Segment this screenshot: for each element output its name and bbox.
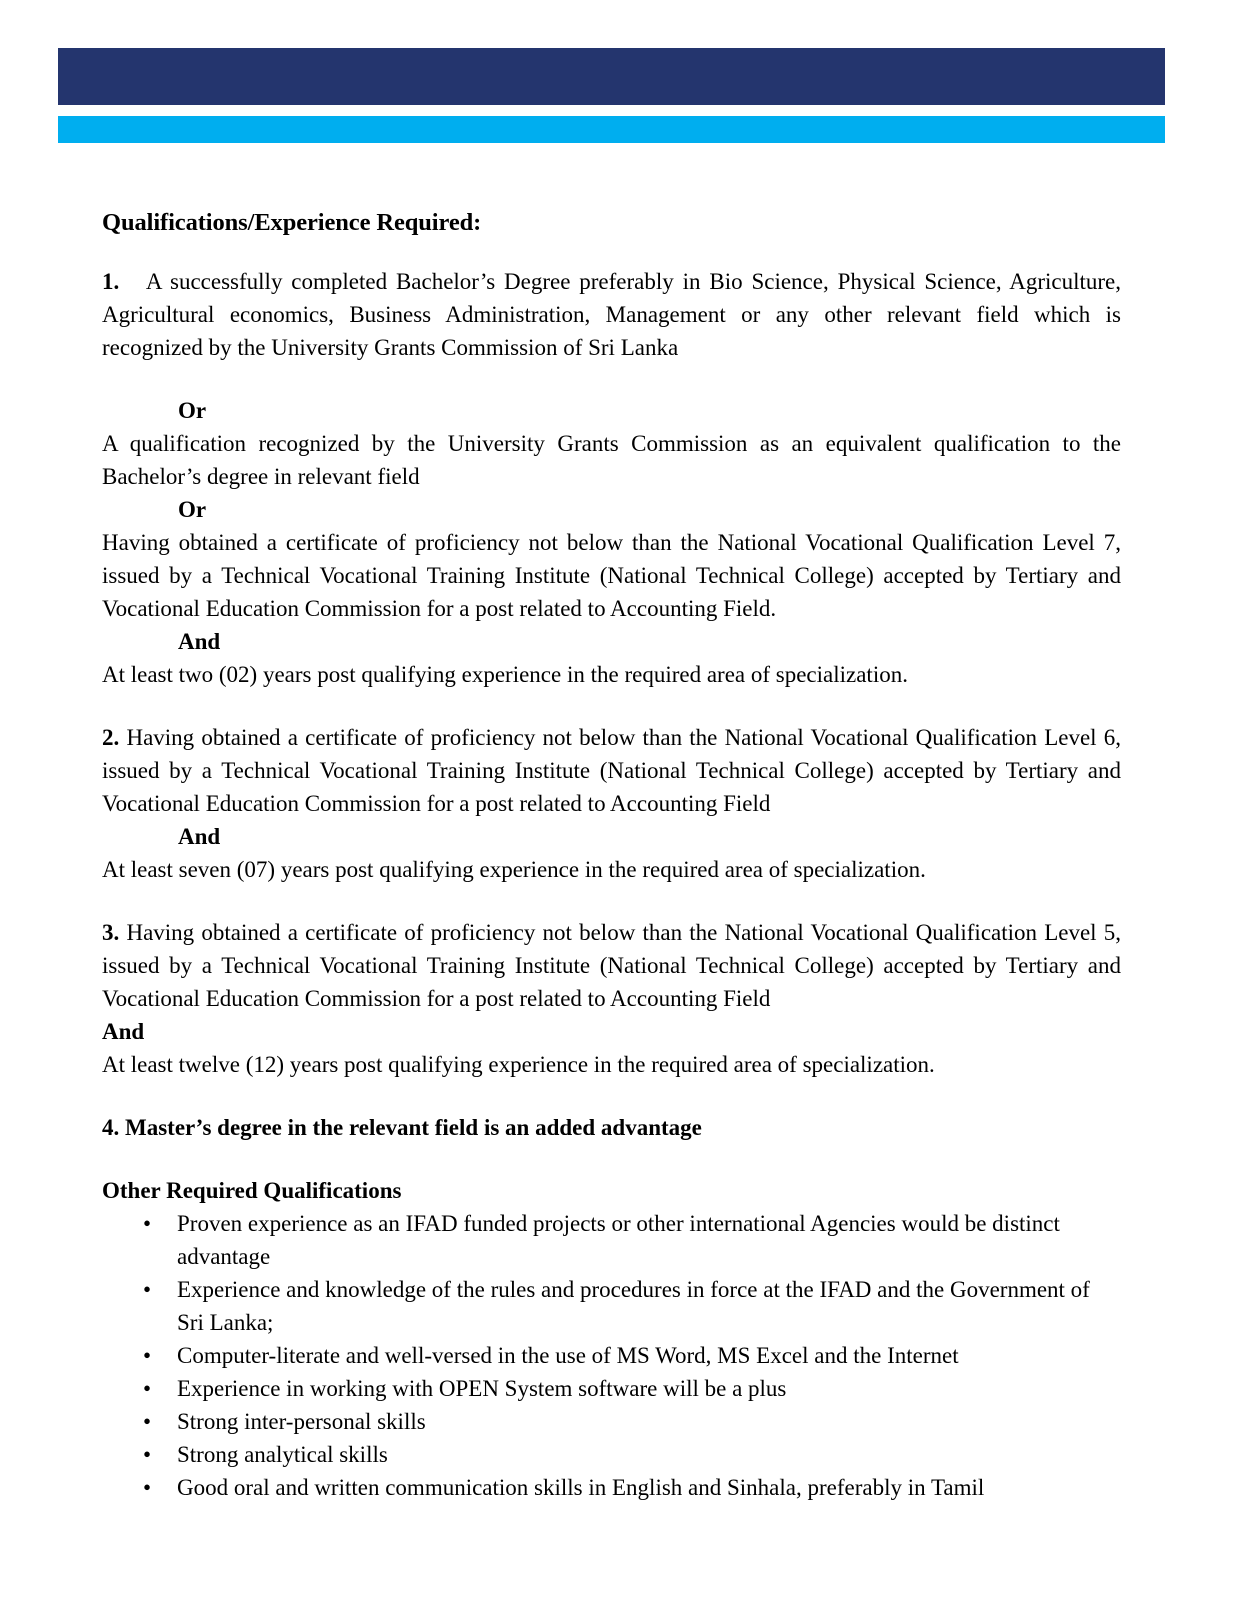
item-1-text: A successfully completed Bachelor’s Degree preferably in Bio Science, Physical Science, Agriculture, Agricultural economics, Business Administration, Management or any other relevant field which is recognized by the University Grants Commission of Sri Lanka (102, 269, 1121, 361)
bullet-icon: • (143, 1409, 152, 1435)
item-3-text: Having obtained a certificate of proficiency not below than the National Vocational Qualification Level 5, issued by a Technical Vocational Training Institute (National Technical College) accepted by Tertiary and Vocational Education Commission for a post related to Accounting Field (102, 920, 1122, 1012)
list-item (102, 1438, 1121, 1471)
item-3-number: 3. (102, 920, 120, 946)
list-item (102, 1471, 1121, 1504)
list-item-text: Experience in working with OPEN System software will be a plus (177, 1376, 787, 1402)
list-item-text: Computer-literate and well-versed in the use of MS Word, MS Excel and the Internet (177, 1343, 959, 1369)
list-item-text: Strong analytical skills (177, 1442, 388, 1468)
list-item (102, 1273, 1121, 1339)
conjunction-or-1: Or (178, 398, 207, 424)
bullet-icon: • (143, 1343, 152, 1369)
list-item-text: Good oral and written communication skills in English and Sinhala, preferably in Tamil (177, 1475, 985, 1501)
list-item-text: Proven experience as an IFAD funded projects or other international Agencies would be distinct advantage (177, 1211, 1060, 1270)
document-body (102, 208, 1121, 1504)
list-item-text: Experience and knowledge of the rules and procedures in force at the IFAD and the Government of Sri Lanka; (177, 1277, 1090, 1336)
list-item (102, 1372, 1121, 1405)
header-blue-bar (58, 116, 1165, 143)
experience-requirement-2: At least seven (07) years post qualifying experience in the required area of specialization. (102, 857, 926, 883)
bullet-icon: • (143, 1277, 152, 1303)
conjunction-and-1: And (178, 629, 221, 655)
experience-requirement-3: At least twelve (12) years post qualifying experience in the required area of specialization. (102, 1052, 935, 1078)
conjunction-and-3: And (102, 1019, 145, 1045)
bullet-icon: • (143, 1442, 152, 1468)
item-2-number: 2. (102, 725, 120, 751)
other-qualifications-heading: Other Required Qualifications (102, 1178, 402, 1204)
conjunction-and-2: And (178, 824, 221, 850)
page-title: Qualifications/Experience Required: (102, 209, 482, 236)
list-item (102, 1339, 1121, 1372)
list-item-text: Strong inter-personal skills (177, 1409, 426, 1435)
bullet-icon: • (143, 1376, 152, 1402)
alternative-qualification-2: Having obtained a certificate of proficiency not below than the National Vocational Qualification Level 7, issued by a Technical Vocational Training Institute (National Technical College) accepted by Tertiary and Vocational Education Commission for a post related to Accounting Field. (102, 530, 1121, 622)
qualification-item-3 (102, 916, 1121, 1015)
alternative-qualification-1: A qualification recognized by the University Grants Commission as an equivalent qualification to the Bachelor’s degree in relevant field (102, 431, 1121, 490)
conjunction-or-2: Or (178, 497, 207, 523)
list-item (102, 1405, 1121, 1438)
item-1-number: 1. (102, 269, 120, 295)
experience-requirement-1: At least two (02) years post qualifying experience in the required area of specialization. (102, 662, 908, 688)
qualification-item-2 (102, 721, 1121, 820)
other-qualifications-list (102, 1207, 1121, 1504)
bullet-icon: • (143, 1475, 152, 1501)
qualification-item-4: 4. Master’s degree in the relevant field is an added advantage (102, 1115, 702, 1141)
bullet-icon: • (143, 1211, 152, 1237)
list-item (102, 1207, 1121, 1273)
qualification-item-1 (102, 265, 1121, 364)
item-2-text: Having obtained a certificate of proficiency not below than the National Vocational Qualification Level 6, issued by a Technical Vocational Training Institute (National Technical College) accepted by Tertiary and Vocational Education Commission for a post related to Accounting Field (102, 725, 1122, 817)
header-navy-bar (58, 48, 1165, 105)
